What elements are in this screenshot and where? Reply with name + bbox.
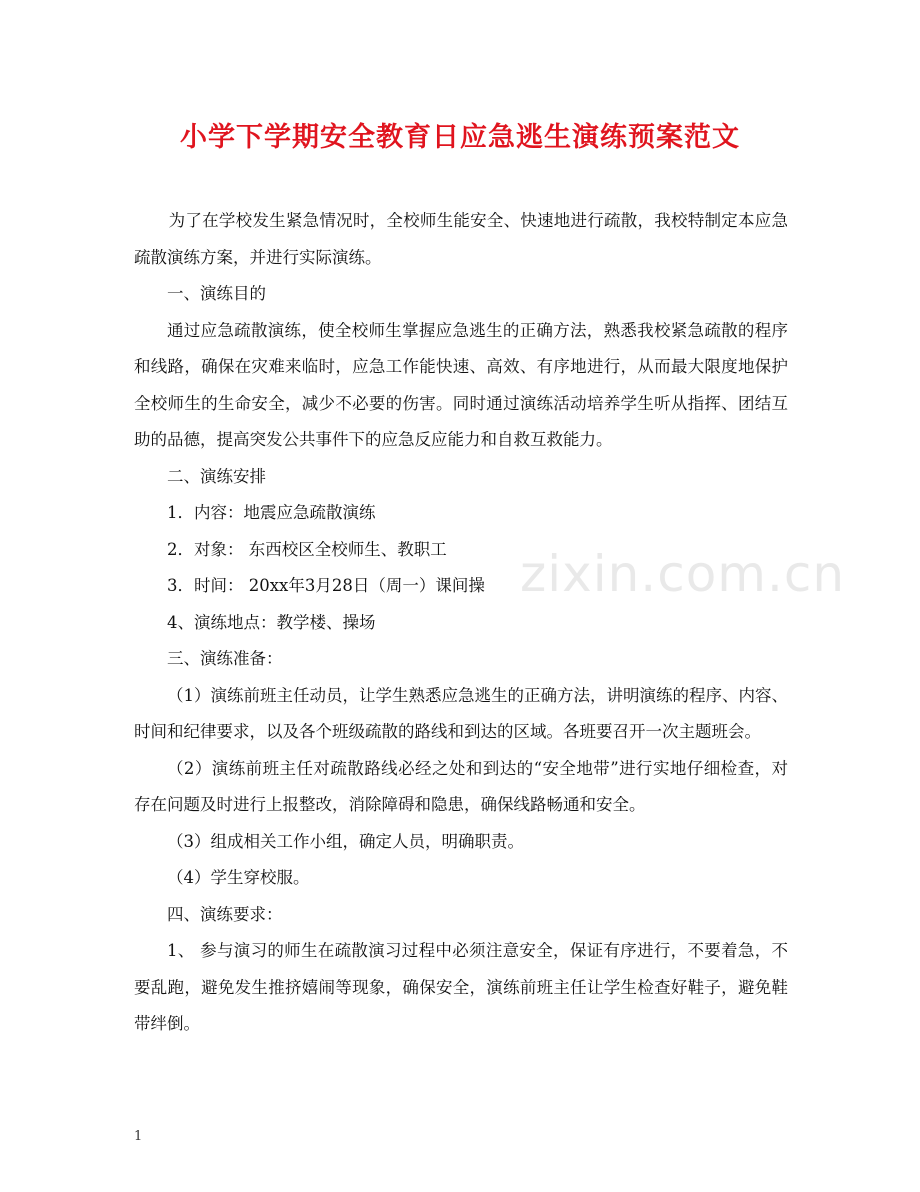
intro-paragraph: 为了在学校发生紧急情况时，全校师生能安全、快速地进行疏散，我校特制定本应急疏散演练方案，并进行实际演练。 xyxy=(134,211,788,267)
arrangement-item-location: 4、演练地点：教学楼、操场 xyxy=(167,612,376,632)
arrangement-item-participants: 2．对象： 东西校区全校师生、教职工 xyxy=(167,539,447,559)
arrangement-item-content: 1．内容：地震应急疏散演练 xyxy=(167,503,376,522)
preparation-item-2: （2）演练前班主任对疏散路线必经之处和到达的“安全地带”进行实地仔细检查，对存在问题及时进行上报整改，消除障碍和隐患，确保线路畅通和安全。 xyxy=(134,758,788,814)
watermark: zixin.com.cn xyxy=(520,545,846,603)
document-body xyxy=(134,203,788,1043)
section-heading-purpose: 一、演练目的 xyxy=(167,284,266,303)
preparation-item-1: （1）演练前班主任动员，让学生熟悉应急逃生的正确方法，讲明演练的程序、内容、时间和纪律要求，以及各个班级疏散的路线和到达的区域。各班要召开一次主题班会。 xyxy=(134,685,788,741)
section-heading-requirements: 四、演练要求： xyxy=(167,904,283,924)
purpose-paragraph: 通过应急疏散演练，使全校师生掌握应急逃生的正确方法，熟悉我校紧急疏散的程序和线路，确保在灾难来临时，应急工作能快速、高效、有序地进行，从而最大限度地保护全校师生的生命安全，减少不必要的伤害。同时通过演练活动培养学生听从指挥、团结互助的品德，提高突发公共事件下的应急反应能力和自救互救能力。 xyxy=(134,320,788,449)
requirement-item-1: 1、 参与演习的师生在疏散演习过程中必须注意安全，保证有序进行，不要着急，不要乱跑，避免发生推挤嬉闹等现象，确保安全，演练前班主任让学生检查好鞋子，避免鞋带绊倒。 xyxy=(134,941,788,1033)
arrangement-item-time: 3．时间： 20xx年3月28日（周一）课间操 xyxy=(167,576,485,595)
document-title: 小学下学期安全教育日应急逃生演练预案范文 xyxy=(180,122,740,153)
section-heading-arrangement: 二、演练安排 xyxy=(167,466,266,486)
preparation-item-3: （3）组成相关工作小组，确定人员，明确职责。 xyxy=(167,831,524,851)
page-number: 1 xyxy=(134,1129,143,1144)
section-heading-preparation: 三、演练准备： xyxy=(167,649,283,668)
preparation-item-4: （4）学生穿校服。 xyxy=(167,868,310,887)
